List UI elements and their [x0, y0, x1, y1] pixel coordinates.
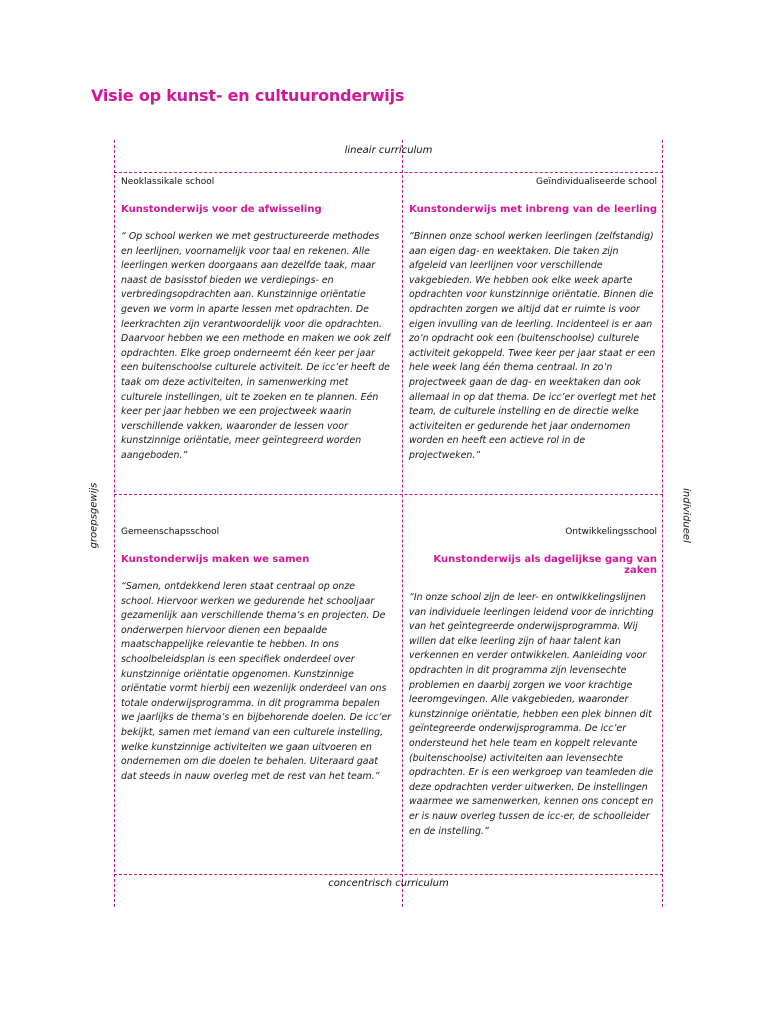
quadrant-top-left	[121, 177, 391, 464]
left-border	[114, 140, 115, 907]
school-type-label: Geïndividualiseerde school	[536, 177, 657, 187]
axis-label-top: lineair curriculum	[344, 145, 433, 156]
quadrant-quote: “In onze school zijn de leer- en ontwikkelingslijnen van individuele leerlingen leidend voor de inrichting van het geïntegreerde onderwijsprogramma. Wij willen dat elke leerling zijn of haar talent kan verkennen en verder ontwikkelen. Aanleiding voor opdrachten in dit programma zijn levensechte problemen en daarbij zorgen we voor krachtige leeromgevingen. Alle vakgebieden, waaronder kunstzinnige oriëntatie, hebben een plek binnen dit geïntegreerde onderwijsprogramma. De icc’er ondersteund het hele team en koppelt relevante (buitenschoolse) activiteiten aan levensechte opdrachten. Er is een werkgroep van teamleden die deze opdrachten verder uitwerken. De instellingen waarmee we samenwerken, kennen ons concept en er is nauw overleg tussen de icc-er, de schoolleider en de instelling.”	[409, 592, 654, 837]
quadrant-heading: Kunstonderwijs met inbreng van de leerling	[409, 204, 657, 215]
bottom-divider	[114, 874, 663, 875]
page-title: Visie op kunst- en cultuuronderwijs	[91, 86, 405, 105]
axis-label-right: individueel	[680, 488, 692, 543]
right-border	[662, 140, 663, 907]
school-type-label: Gemeenschapsschool	[121, 527, 220, 537]
quadrant-quote: “ Op school werken we met gestructureerde methodes en leerlijnen, voornamelijk voor taal en rekenen. Alle leerlingen werken doorgaans aan dezelfde taak, maar naast de basisstof bieden we verdiepings- en verbredingsopdrachten aan. Kunstzinnige oriëntatie geven we vorm in aparte lessen met opdrachten. De leerkrachten zijn verantwoordelijk voor die opdrachten. Daarvoor hebben we een methode en maken we ook zelf opdrachten. Elke groep onderneemt één keer per jaar een buitenschoolse culturele activiteit. De icc’er heeft de taak om deze activiteiten, in samenwerking met culturele instellingen, uit te zoeken en te plannen. Eén keer per jaar hebben we een projectweek waarin verschillende vakken, waaronder de lessen voor kunstzinnige oriëntatie, meer geïntegreerd worden aangeboden.”	[121, 231, 391, 461]
school-type-label: Ontwikkelingsschool	[565, 527, 657, 537]
quadrant-quote: “Samen, ontdekkend leren staat centraal op onze school. Hiervoor werken we gedurende het schooljaar gezamenlijk aan verschillende thema’s en projecten. De onderwerpen hiervoor dienen een bepaalde maatschappelijke relevantie te hebben. In ons schoolbeleidsplan is een specifiek onderdeel over kunstzinnige oriëntatie opgenomen. Kunstzinnige oriëntatie vormt hierbij een wezenlijk onderdeel van ons totale onderwijsprogramma. in dit programma bepalen we jaarlijks de thema’s en bijbehorende doelen. De icc’er bekijkt, samen met iemand van een culturele instelling, welke kunstzinnige activiteiten we gaan uitvoeren en ondernemen om die doelen te behalen. Uiteraard gaat dat steeds in nauw overleg met de rest van het team.”	[121, 581, 391, 782]
center-vertical-divider	[402, 140, 403, 907]
quadrant-heading: Kunstonderwijs als dagelijkse gang van zaken	[433, 554, 657, 576]
axis-label-left: groepsgewijs	[88, 482, 100, 549]
quadrant-top-right	[409, 177, 657, 464]
quadrant-heading: Kunstonderwijs voor de afwisseling	[121, 204, 322, 215]
axis-label-bottom: concentrisch curriculum	[328, 878, 449, 889]
quadrant-bottom-right	[409, 527, 657, 839]
quadrant-bottom-left	[121, 527, 391, 784]
quadrant-diagram	[88, 140, 692, 907]
top-divider	[114, 172, 663, 173]
quadrant-heading: Kunstonderwijs maken we samen	[121, 554, 310, 565]
school-type-label: Neoklassikale school	[121, 177, 215, 187]
middle-horizontal-divider	[114, 494, 663, 495]
quadrant-quote: “Binnen onze school werken leerlingen (zelfstandig) aan eigen dag- en weektaken. Die taken zijn afgeleid van leerlijnen voor verschillende vakgebieden. We hebben ook elke week aparte opdrachten voor kunstzinnige oriëntatie. Binnen die opdrachten zorgen we altijd dat er ruimte is voor eigen invulling van de leerling. Incidenteel is er aan zo’n opdracht ook een (buitenschoolse) culturele activiteit gekoppeld. Twee keer per jaar staat er een hele week lang één thema centraal. In zo’n projectweek gaan de dag- en weektaken dan ook allemaal in op dat thema. De icc’er overlegt met het team, de culturele instelling en de directie welke activiteiten er gedurende het jaar ondernomen worden en heeft een actieve rol in de projectweken.”	[409, 231, 656, 461]
